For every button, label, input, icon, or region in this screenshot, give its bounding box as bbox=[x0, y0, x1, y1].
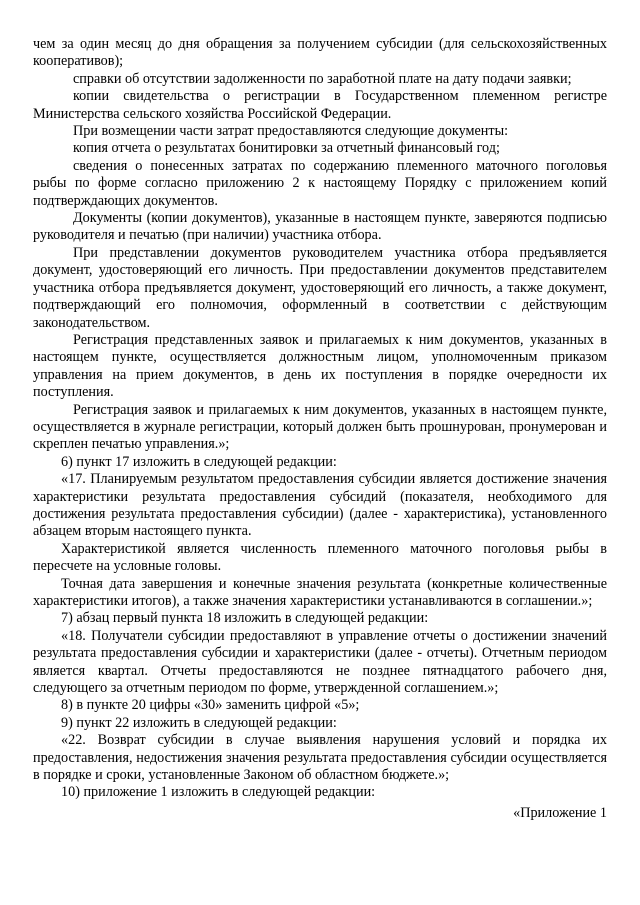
paragraph: Регистрация заявок и прилагаемых к ним документов, указанных в настоящем пункте, осуществляется в журнале регистрации, который должен быть прошнурован, пронумерован и скреплен печатью управления.»; bbox=[33, 401, 607, 453]
paragraph: Характеристикой является численность племенного маточного поголовья рыбы в пересчете на условные головы. bbox=[33, 540, 607, 575]
amendment-item: 6) пункт 17 изложить в следующей редакции: bbox=[61, 453, 337, 470]
amendment-item: 7) абзац первый пункта 18 изложить в следующей редакции: bbox=[61, 610, 429, 627]
paragraph: Регистрация представленных заявок и прилагаемых к ним документов, указанных в настоящем пункте, осуществляется должностным лицом, уполномоченным приказом управления на прием документов, в день их поступления в порядке очередности их поступления. bbox=[33, 331, 607, 401]
paragraph: справки об отсутствии задолженности по заработной плате на дату подачи заявки; bbox=[73, 70, 572, 87]
paragraph: копия отчета о результатах бонитировки за отчетный финансовый год; bbox=[73, 140, 500, 157]
paragraph: Документы (копии документов), указанные в настоящем пункте, заверяются подписью руководителя и печатью (при наличии) участника отбора. bbox=[33, 210, 607, 244]
paragraph: «17. Планируемым результатом предоставления субсидии является достижение значения характеристики результата предоставления субсидий (показателя, необходимого для достижения результата предоставления субсидии) (далее - характеристика), установленного абзацем вторым настоящего пункта. bbox=[33, 471, 607, 540]
amendment-item: 8) в пункте 20 цифры «30» заменить цифрой «5»; bbox=[61, 697, 360, 714]
paragraph: «18. Получатели субсидии предоставляют в управление отчеты о достижении значений результата предоставления субсидии и характеристики (далее - отчеты). Отчетным периодом является квартал. Отчеты предоставляются не позднее пятнадцатого рабочего дня, следующего за отчетным периодом по форме, утвержденной соглашением.»; bbox=[33, 627, 607, 697]
amendment-item: 9) пункт 22 изложить в следующей редакции: bbox=[61, 714, 337, 731]
document-page bbox=[33, 36, 607, 822]
paragraph: копии свидетельства о регистрации в Государственном племенном регистре Министерства сельского хозяйства Российской Федерации. bbox=[33, 88, 607, 122]
paragraph: сведения о понесенных затратах по содержанию племенного маточного поголовья рыбы по форме согласно приложению 2 к настоящему Порядку с приложением копий подтверждающих документов. bbox=[33, 157, 607, 209]
appendix-heading: «Приложение 1 bbox=[513, 804, 607, 821]
paragraph: чем за один месяц до дня обращения за получением субсидии (для сельскохозяйственных кооперативов); bbox=[33, 36, 607, 70]
paragraph: При представлении документов руководителем участника отбора предъявляется документ, удостоверяющий его личность. При предоставлении документов представителем участника отбора предъявляется документ, удостоверяющий его личность, а также документ, подтверждающий его полномочия, оформленный в соответствии с действующим законодательством. bbox=[33, 244, 607, 331]
amendment-item: 10) приложение 1 изложить в следующей редакции: bbox=[61, 784, 376, 801]
paragraph: При возмещении части затрат предоставляются следующие документы: bbox=[73, 123, 509, 140]
paragraph: Точная дата завершения и конечные значения результата (конкретные количественные характеристики итогов), а также значения характеристики устанавливаются в соглашении.»; bbox=[33, 575, 607, 609]
paragraph: «22. Возврат субсидии в случае выявления нарушения условий и порядка их предоставления, недостижения значения результата предоставления субсидии осуществляется в порядке и сроки, установленные Законом об областном бюджете.»; bbox=[33, 732, 607, 784]
